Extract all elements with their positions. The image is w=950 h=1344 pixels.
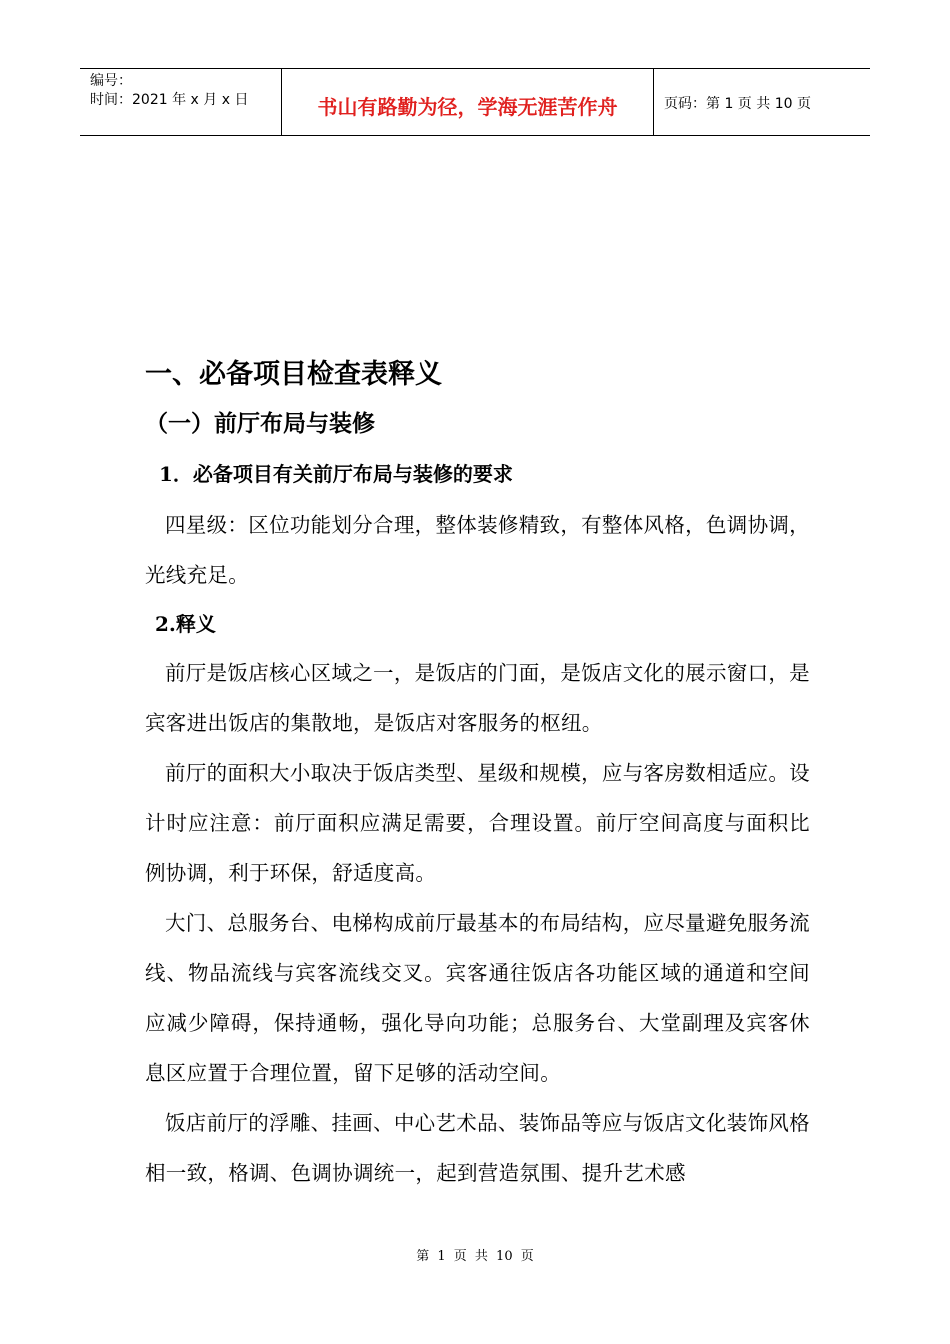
- header-date-label: 时间：2021 年 x 月 x 日: [90, 92, 249, 108]
- header-number-label: 编号：: [90, 73, 132, 89]
- header-meta-cell: [80, 69, 282, 135]
- header-page-info: 页码：第 1 页 共 10 页: [664, 96, 811, 112]
- paragraph-2: 前厅的面积大小取决于饭店类型、星级和规模，应与客房数相适应。设计时应注意：前厅面积应满足需要，合理设置。前厅空间高度与面积比例协调，利于环保，舒适度高。: [145, 761, 810, 885]
- page-header: [80, 68, 870, 136]
- document-body: [145, 350, 810, 1198]
- page-footer: 第 1 页 共 10 页: [416, 1249, 534, 1264]
- header-motto: 书山有路勤为径，学海无涯苦作舟: [282, 69, 654, 135]
- paragraph-3: 大门、总服务台、电梯构成前厅最基本的布局结构，应尽量避免服务流线、物品流线与宾客流线交叉。宾客通往饭店各功能区域的通道和空间应减少障碍，保持通畅，强化导向功能；总服务台、大堂副理及宾客休息区应置于合理位置，留下足够的活动空间。: [145, 911, 810, 1085]
- heading-explanation: 2.释义: [155, 612, 216, 636]
- heading-level-3: 1．必备项目有关前厅布局与装修的要求: [159, 462, 513, 486]
- paragraph-1: 前厅是饭店核心区域之一，是饭店的门面，是饭店文化的展示窗口，是宾客进出饭店的集散地，是饭店对客服务的枢纽。: [145, 661, 810, 735]
- paragraph-4: 饭店前厅的浮雕、挂画、中心艺术品、装饰品等应与饭店文化装饰风格相一致，格调、色调协调统一，起到营造氛围、提升艺术感: [145, 1111, 810, 1185]
- heading-level-1: 一、必备项目检查表释义: [145, 359, 442, 390]
- heading-level-2: （一）前厅布局与装修: [145, 410, 375, 437]
- paragraph-requirement: 四星级：区位功能划分合理，整体装修精致，有整体风格，色调协调，光线充足。: [145, 513, 810, 587]
